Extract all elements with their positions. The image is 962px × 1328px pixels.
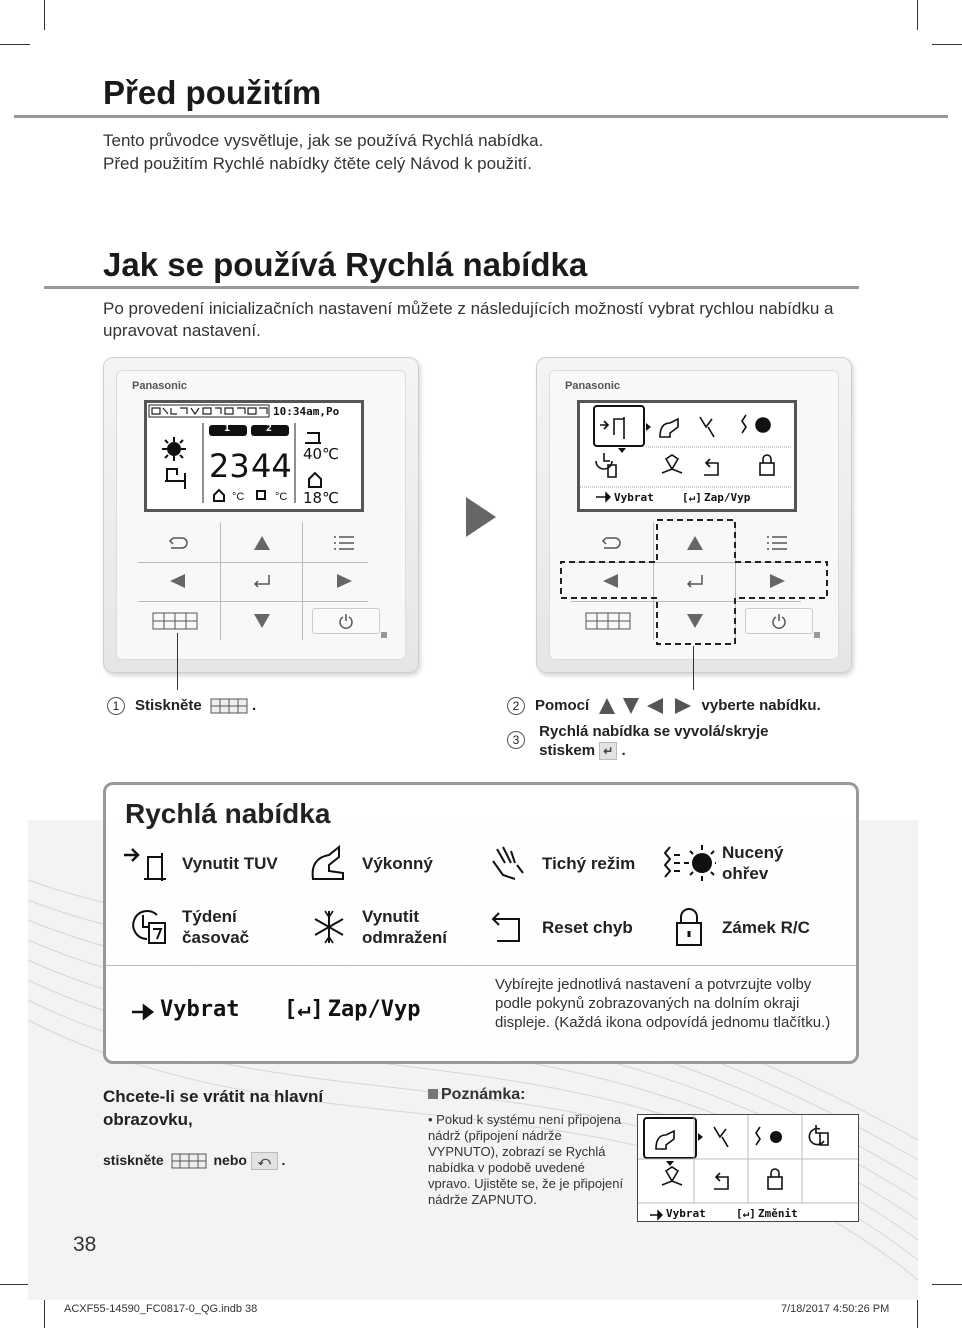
intro-line: Před použitím Rychlé nabídky čtěte celý Návod k použití. [103, 154, 532, 173]
item-force-heater [662, 841, 802, 885]
title-rule [14, 115, 948, 118]
navigation-keys-highlight [557, 518, 833, 648]
force-dhw-icon [122, 841, 176, 885]
toggle-hint [284, 997, 420, 1022]
right-button[interactable] [314, 568, 374, 594]
quick-menu-grid-icon [171, 1153, 207, 1169]
toggle-label: Zap/Vyp [327, 997, 421, 1022]
page-number: 38 [73, 1233, 97, 1256]
back-end: . [281, 1152, 286, 1168]
brand-logo: Panasonic [132, 380, 188, 392]
down-button[interactable] [232, 608, 292, 634]
page-title: Před použitím [103, 74, 322, 111]
back-or: nebo [213, 1152, 247, 1168]
step-1-end: . [252, 697, 257, 714]
section-intro: Po provedení inicializačních nastavení můžete z následujících možností vybrat rychlou nabídku a upravovat nastavení. [103, 299, 834, 340]
item-label: Vynutit TUV [182, 853, 278, 873]
step-2-post: vyberte nabídku. [701, 697, 821, 714]
back-key-icon: ⤺ [251, 1152, 278, 1170]
select-arrow-icon [130, 1000, 158, 1020]
crop-mark [44, 1298, 45, 1328]
crop-mark [932, 44, 962, 45]
quick-menu-button[interactable] [142, 608, 208, 634]
zone-1-badge: 1 [224, 423, 231, 434]
divider [106, 965, 856, 966]
quick-menu-grid-icon [152, 612, 198, 630]
menu-list-icon [333, 535, 355, 551]
item-force-dhw [122, 841, 278, 885]
item-label: Vynutit odmražení [362, 907, 448, 947]
quiet-hand-icon [482, 841, 536, 885]
indicator-led [381, 632, 387, 638]
lcd-enter-hint-icon: [↵] [682, 491, 702, 504]
brand-logo: Panasonic [565, 380, 621, 392]
left-button[interactable] [148, 568, 208, 594]
triangle-right-icon [335, 573, 353, 589]
intro-line: Tento průvodce vysvětluje, jak se používá Rychlá nabídka. [103, 131, 544, 150]
quick-menu-title: Rychlá nabídka [125, 798, 331, 829]
next-arrow-icon [466, 497, 496, 537]
mini-enter-icon: [↵] [736, 1207, 756, 1220]
mini-menu-icons [638, 1115, 858, 1221]
callout-line [693, 646, 694, 690]
quick-menu-description: Vybírejte jednotlivá nastavení a potvrzujte volby podle pokynů zobrazovaných na dolním okraji displeje. (Každá ikona odpovídá jednomu tlačítku.) [495, 976, 831, 1031]
item-quiet-mode [482, 841, 635, 885]
back-instruction [103, 1152, 285, 1170]
lcd-home-screen [144, 400, 364, 512]
weekly-timer-icon [122, 905, 176, 949]
zone-1-unit: °C [232, 491, 245, 503]
power-button[interactable] [312, 608, 380, 634]
item-rc-lock [662, 905, 810, 949]
crop-mark [44, 0, 45, 30]
step-3-end: . [621, 742, 626, 759]
intro-text [103, 129, 543, 175]
step-3-line-1: Rychlá nabídka se vyvolá/skryje [539, 723, 769, 740]
back-arrow-icon [167, 535, 189, 551]
lcd-select-hint: Vybrat [614, 491, 654, 504]
back-button[interactable] [148, 530, 208, 556]
file-info: ACXF55-14590_FC0817-0_QG.indb 38 [64, 1303, 258, 1315]
crop-mark [0, 44, 30, 45]
note-text: • Pokud k systému není připojena nádrž (připojení nádrže VYPNUTO), zobrazí se Rychlá nabídka v podobě uvedené vpravo. Ujistěte se, že je připojení nádrže ZAPNUTO. [428, 1112, 624, 1207]
section-title: Jak se používá Rychlá nabídka [103, 246, 588, 283]
mini-change-hint: Změnit [758, 1207, 798, 1220]
step-3-line-2: stiskem [539, 742, 596, 759]
item-force-defrost [302, 905, 472, 949]
item-label: Nucený ohřev [722, 843, 784, 883]
item-label: Výkonný [362, 853, 433, 873]
item-error-reset [482, 905, 633, 949]
enter-bracket-icon: [↵] [284, 997, 324, 1022]
powerful-arm-icon [302, 841, 356, 885]
callout-line [177, 633, 178, 690]
note-heading-text: Poznámka: [441, 1086, 526, 1103]
direction-keys-icon [597, 697, 693, 715]
quick-menu-grid-icon [210, 698, 248, 714]
step-number: 1 [107, 697, 125, 715]
lcd-clock: 10:34am,Po [273, 405, 340, 418]
force-heater-icon [662, 841, 716, 885]
lcd-quick-menu [577, 400, 797, 512]
crop-mark [917, 0, 918, 30]
print-date: 7/18/2017 4:50:26 PM [781, 1303, 890, 1315]
defrost-icon [302, 905, 356, 949]
item-label: Týdení časovač [182, 907, 250, 947]
item-label: Reset chyb [542, 917, 633, 937]
outdoor-temp: 18℃ [303, 489, 339, 507]
up-button[interactable] [232, 530, 292, 556]
section-rule [44, 286, 859, 289]
select-hint [130, 997, 239, 1022]
step-2-pre: Pomocí [535, 697, 590, 714]
menu-button[interactable] [314, 530, 374, 556]
select-label: Vybrat [160, 997, 240, 1022]
crop-mark [917, 1298, 918, 1328]
mini-select-hint: Vybrat [666, 1207, 706, 1220]
error-reset-icon [482, 905, 536, 949]
keypad [128, 522, 370, 640]
back-press: stiskněte [103, 1152, 164, 1168]
lock-icon [662, 905, 716, 949]
enter-key-icon: ↵ [599, 742, 617, 760]
step-3 [507, 722, 768, 760]
item-label: Zámek R/C [722, 917, 810, 937]
lcd-toggle-hint: Zap/Vyp [704, 491, 751, 504]
step-2 [507, 697, 821, 715]
enter-icon [251, 573, 273, 589]
zone-2-unit: °C [275, 491, 288, 503]
triangle-up-icon [253, 535, 271, 551]
tank-set-temp: 40℃ [303, 445, 339, 463]
zone-2-temp: 44 [251, 447, 292, 485]
remote-controller-home [103, 357, 419, 673]
triangle-left-icon [169, 573, 187, 589]
remote-controller-quick-menu [536, 357, 852, 673]
item-weekly-timer [122, 905, 272, 949]
note-heading [428, 1086, 525, 1104]
item-powerful [302, 841, 433, 885]
step-1-text: Stiskněte [135, 697, 202, 714]
zone-1-temp: 23 [209, 447, 250, 485]
step-number: 3 [507, 731, 525, 749]
enter-button[interactable] [232, 568, 292, 594]
note-square-icon [428, 1089, 438, 1099]
mini-quick-menu-no-tank [637, 1114, 859, 1222]
triangle-down-icon [253, 613, 271, 629]
step-number: 2 [507, 697, 525, 715]
quick-menu-legend [103, 782, 859, 1064]
step-1 [107, 697, 256, 715]
zone-2-badge: 2 [266, 423, 273, 434]
item-label: Tichý režim [542, 853, 636, 873]
back-instruction-title: Chcete-li se vrátit na hlavní obrazovku, [103, 1087, 324, 1129]
power-icon [338, 613, 354, 629]
